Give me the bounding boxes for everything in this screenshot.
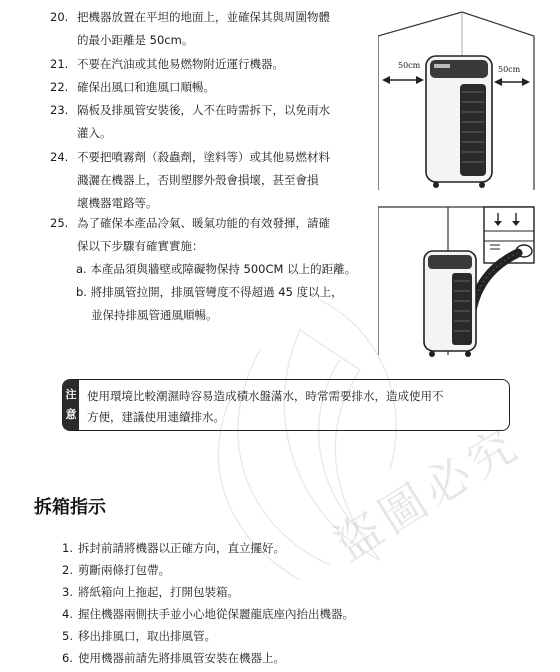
item-text-continued: 濺灑在機器上，否則塑膠外殼會損壞，甚至會損 bbox=[77, 173, 319, 187]
clearance-label-left: 50cm bbox=[398, 61, 421, 70]
item-number: 21. bbox=[50, 57, 69, 71]
note-tag bbox=[63, 380, 79, 430]
note-line: 使用環境比較潮濕時容易造成積水盤滿水，時常需要排水，造成使用不 bbox=[87, 389, 444, 403]
section-title: 拆箱指示 bbox=[34, 497, 106, 518]
unbox-step-4 bbox=[62, 603, 354, 625]
item-text-continued: 灌入。 bbox=[77, 126, 112, 140]
item-text-continued: 保以下步驟有確實實施： bbox=[77, 239, 204, 253]
item-number: 24. bbox=[50, 150, 69, 164]
sub-item-text-continued: 並保持排風管通風順暢。 bbox=[91, 308, 218, 322]
item-number: 22. bbox=[50, 80, 69, 94]
item-text-continued: 壞機器電路等。 bbox=[77, 196, 158, 210]
item-text-continued: 的最小距離是 50cm。 bbox=[77, 33, 194, 47]
step-number: 4. bbox=[62, 607, 73, 621]
unbox-step-2 bbox=[62, 559, 170, 581]
item-text: 不要在汽油或其他易燃物附近運行機器。 bbox=[77, 57, 284, 71]
safety-item-22 bbox=[50, 76, 370, 99]
sub-item-label: b. bbox=[76, 285, 87, 299]
air-conditioner-unit bbox=[426, 56, 492, 188]
item-text: 把機器放置在平坦的地面上，並確保其與周圍物體 bbox=[77, 10, 330, 24]
exhaust-hose-illustration bbox=[378, 205, 538, 365]
step-text: 移出排風口，取出排風管。 bbox=[78, 629, 216, 643]
safety-item-21 bbox=[50, 53, 370, 76]
unbox-step-5 bbox=[62, 625, 216, 647]
item-text: 確保出風口和進風口順暢。 bbox=[77, 80, 215, 94]
safety-item-25 bbox=[50, 212, 370, 258]
item-number: 20. bbox=[50, 10, 69, 24]
item-number: 25. bbox=[50, 216, 69, 230]
step-number: 1. bbox=[62, 541, 73, 555]
item-text: 不要把噴霧劑（殺蟲劑，塗料等）或其他易燃材料 bbox=[77, 150, 330, 164]
item-number: 23. bbox=[50, 103, 69, 117]
sub-item-b bbox=[76, 281, 376, 327]
unbox-step-3 bbox=[62, 581, 239, 603]
sub-item-a bbox=[76, 258, 376, 281]
air-conditioner-unit bbox=[424, 251, 476, 357]
unbox-step-6 bbox=[62, 647, 285, 669]
step-number: 3. bbox=[62, 585, 73, 599]
exhaust-hose bbox=[470, 253, 518, 325]
sub-item-label: a. bbox=[76, 262, 87, 276]
step-text: 使用機器前請先將排風管安裝在機器上。 bbox=[78, 651, 285, 665]
step-text: 握住機器兩側扶手並小心地從保麗龍底座內抬出機器。 bbox=[78, 607, 354, 621]
sub-item-text: 本產品須與牆壁或障礙物保持 500CM 以上的距離。 bbox=[90, 262, 357, 276]
safety-item-23 bbox=[50, 99, 370, 145]
note-box bbox=[62, 379, 510, 431]
item-text: 為了確保本產品冷氣、暖氣功能的有效發揮，請確 bbox=[77, 216, 330, 230]
step-text: 拆封前請將機器以正確方向，直立擺好。 bbox=[78, 541, 285, 555]
safety-item-24 bbox=[50, 146, 370, 215]
watermark-text: 盜圖必究 bbox=[325, 415, 531, 572]
clearance-label-right: 50cm bbox=[498, 65, 521, 74]
clearance-arrow-left bbox=[382, 76, 424, 84]
note-tag-bottom: 意 bbox=[65, 408, 77, 421]
step-text: 剪斷兩條打包帶。 bbox=[78, 563, 170, 577]
safety-item-20 bbox=[50, 6, 370, 52]
sub-item-text: 將排風管拉開，排風管彎度不得超過 45 度以上， bbox=[90, 285, 343, 299]
step-text: 將紙箱向上拖起，打開包裝箱。 bbox=[78, 585, 239, 599]
step-number: 6. bbox=[62, 651, 73, 665]
step-number: 2. bbox=[62, 563, 73, 577]
item-text: 隔板及排風管安裝後，人不在時需拆下，以免雨水 bbox=[77, 103, 330, 117]
note-tag-top: 注 bbox=[65, 388, 77, 401]
step-number: 5. bbox=[62, 629, 73, 643]
unbox-step-1 bbox=[62, 537, 285, 559]
note-text bbox=[87, 386, 502, 428]
clearance-arrow-right bbox=[494, 78, 530, 86]
clearance-illustration bbox=[378, 10, 538, 195]
note-line: 方便，建議使用連續排水。 bbox=[87, 410, 225, 424]
